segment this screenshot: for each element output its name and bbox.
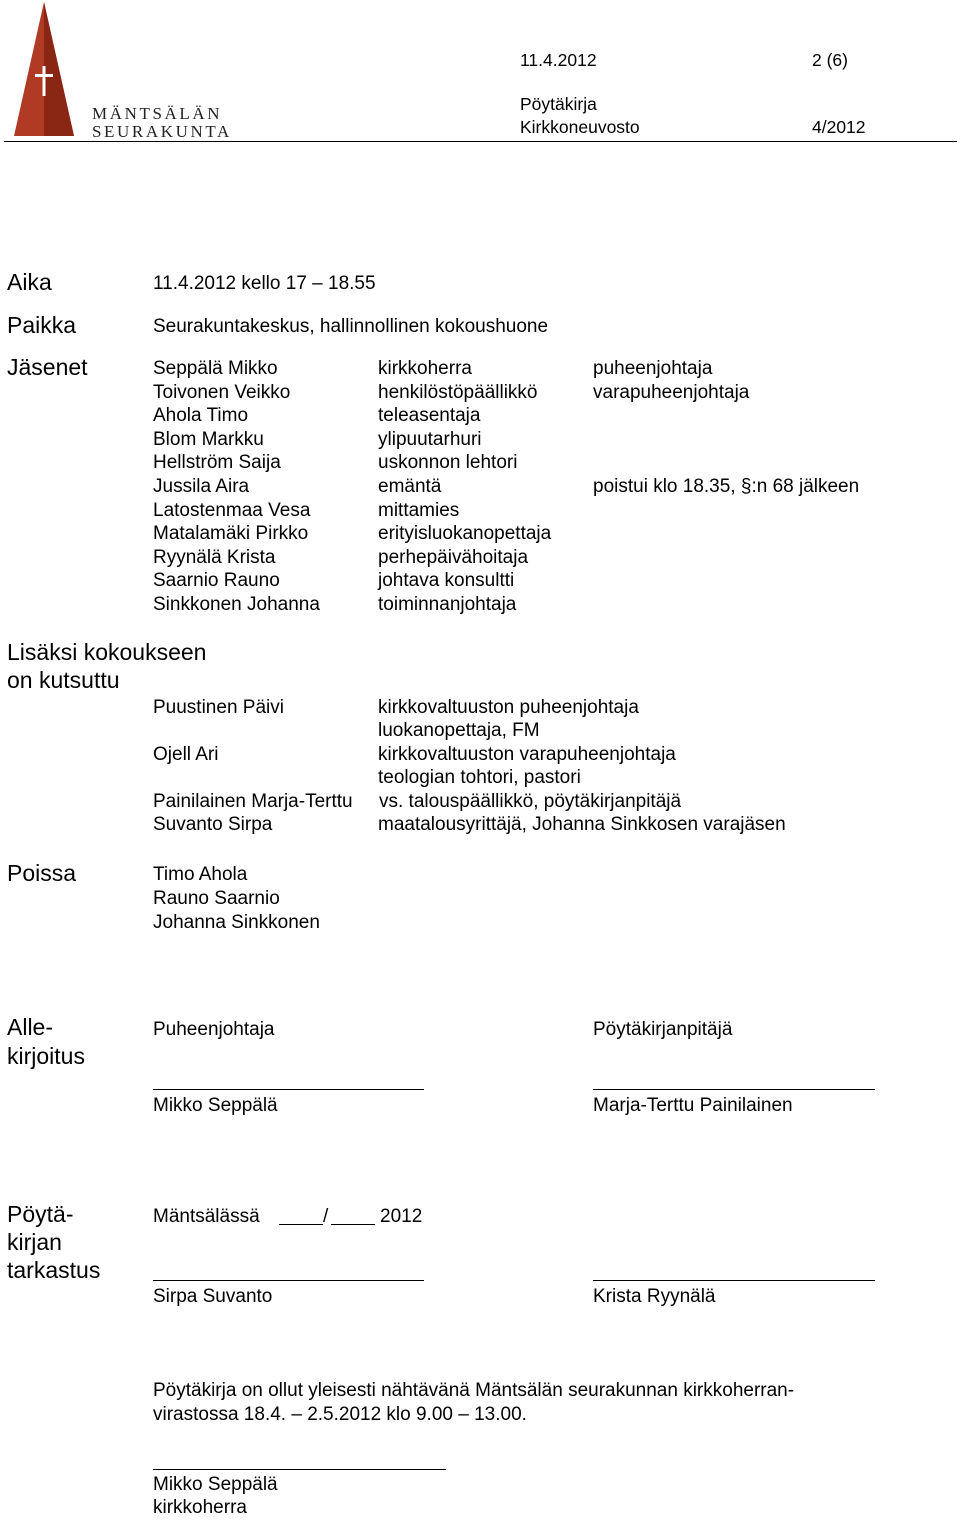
member-name: Matalamäki Pirkko: [153, 523, 309, 544]
review-date-slash: /: [323, 1206, 329, 1227]
member-title: emäntä: [378, 476, 442, 497]
notice-line2: virastossa 18.4. – 2.5.2012 klo 9.00 – 13.00.: [153, 1404, 527, 1425]
absent-name: Timo Ahola: [153, 864, 248, 885]
invited-role: teologian tohtori, pastori: [378, 767, 581, 788]
member-name: Saarnio Rauno: [153, 570, 280, 591]
member-title: kirkkoherra: [378, 358, 472, 379]
invited-name: Painilainen Marja-Terttu: [153, 791, 353, 812]
signature-label-line2: kirjoitus: [7, 1043, 85, 1069]
member-title: erityisluokanopettaja: [378, 523, 552, 544]
aika-label: Aika: [7, 269, 52, 295]
header-date: 11.4.2012: [520, 50, 597, 70]
review-label-line2: kirjan: [7, 1229, 62, 1255]
invited-role: maatalousyrittäjä, Johanna Sinkkosen varajäsen: [378, 814, 786, 835]
review-line-left: [153, 1280, 424, 1281]
invited-role: vs. talouspäällikkö, pöytäkirjanpitäjä: [379, 791, 682, 812]
review-label-line3: tarkastus: [7, 1257, 101, 1283]
signature-left-role: Puheenjohtaja: [153, 1019, 275, 1040]
absent-name: Johanna Sinkkonen: [153, 912, 320, 933]
member-note: puheenjohtaja: [593, 358, 713, 379]
member-title: johtava konsultti: [378, 570, 515, 591]
signature-left-name: Mikko Seppälä: [153, 1095, 278, 1116]
member-name: Hellström Saija: [153, 452, 281, 473]
logo-name-line2: SEURAKUNTA: [92, 122, 232, 141]
header-rule: [4, 141, 957, 142]
signature-right-role: Pöytäkirjanpitäjä: [593, 1019, 733, 1040]
invited-role: kirkkovaltuuston varapuheenjohtaja: [378, 744, 676, 765]
member-note: poistui klo 18.35, §:n 68 jälkeen: [593, 476, 860, 497]
member-name: Jussila Aira: [153, 476, 250, 497]
member-title: perhepäivähoitaja: [378, 547, 529, 568]
aika-value: 11.4.2012 kello 17 – 18.55: [153, 273, 376, 294]
member-title: toiminnanjohtaja: [378, 594, 517, 615]
invited-label-line2: on kutsuttu: [7, 667, 120, 693]
review-line-right: [593, 1280, 875, 1281]
header-number: 4/2012: [812, 117, 866, 137]
member-title: mittamies: [378, 500, 460, 521]
members-label: Jäsenet: [7, 354, 88, 380]
invited-role: luokanopettaja, FM: [378, 720, 540, 741]
member-name: Latostenmaa Vesa: [153, 500, 311, 521]
member-title: henkilöstöpäällikkö: [378, 382, 538, 403]
invited-label-line1: Lisäksi kokoukseen: [7, 639, 207, 665]
member-name: Ryynälä Krista: [153, 547, 276, 568]
review-left-name: Sirpa Suvanto: [153, 1286, 273, 1307]
member-name: Seppälä Mikko: [153, 358, 278, 379]
invited-name: Ojell Ari: [153, 744, 219, 765]
signature-line-right: [593, 1089, 875, 1090]
absent-label: Poissa: [7, 860, 77, 886]
header-page: 2 (6): [812, 50, 848, 70]
review-right-name: Krista Ryynälä: [593, 1286, 716, 1307]
paikka-label: Paikka: [7, 312, 77, 338]
notice-line1: Pöytäkirja on ollut yleisesti nähtävänä Mäntsälän seurakunnan kirkkoherran-: [153, 1380, 795, 1401]
review-year: 2012: [380, 1206, 423, 1227]
notice-signature-line: [153, 1469, 446, 1470]
member-title: teleasentaja: [378, 405, 481, 426]
member-title: ylipuutarhuri: [378, 429, 482, 450]
notice-signer-title: kirkkoherra: [153, 1497, 247, 1518]
header-doc-type: Pöytäkirja: [520, 94, 597, 114]
invited-name: Suvanto Sirpa: [153, 814, 273, 835]
absent-name: Rauno Saarnio: [153, 888, 280, 909]
member-name: Ahola Timo: [153, 405, 249, 426]
header-body: Kirkkoneuvosto: [520, 117, 640, 137]
review-label-line1: Pöytä-: [7, 1201, 74, 1227]
signature-label-line1: Alle-: [7, 1014, 54, 1040]
invited-name: Puustinen Päivi: [153, 697, 284, 718]
member-name: Blom Markku: [153, 429, 264, 450]
member-name: Sinkkonen Johanna: [153, 594, 320, 615]
invited-role: kirkkovaltuuston puheenjohtaja: [378, 697, 639, 718]
signature-right-name: Marja-Terttu Painilainen: [593, 1095, 793, 1116]
signature-line-left: [153, 1089, 424, 1090]
notice-signer-name: Mikko Seppälä: [153, 1474, 278, 1495]
review-month-blank: [331, 1224, 375, 1225]
church-spire-logo: [8, 0, 80, 140]
member-name: Toivonen Veikko: [153, 382, 291, 403]
paikka-value: Seurakuntakeskus, hallinnollinen kokoushuone: [153, 316, 549, 337]
member-title: uskonnon lehtori: [378, 452, 518, 473]
logo-name-line1: MÄNTSÄLÄN: [92, 104, 223, 123]
member-note: varapuheenjohtaja: [593, 382, 750, 403]
review-place: Mäntsälässä: [153, 1206, 260, 1227]
review-day-blank: [279, 1224, 323, 1225]
